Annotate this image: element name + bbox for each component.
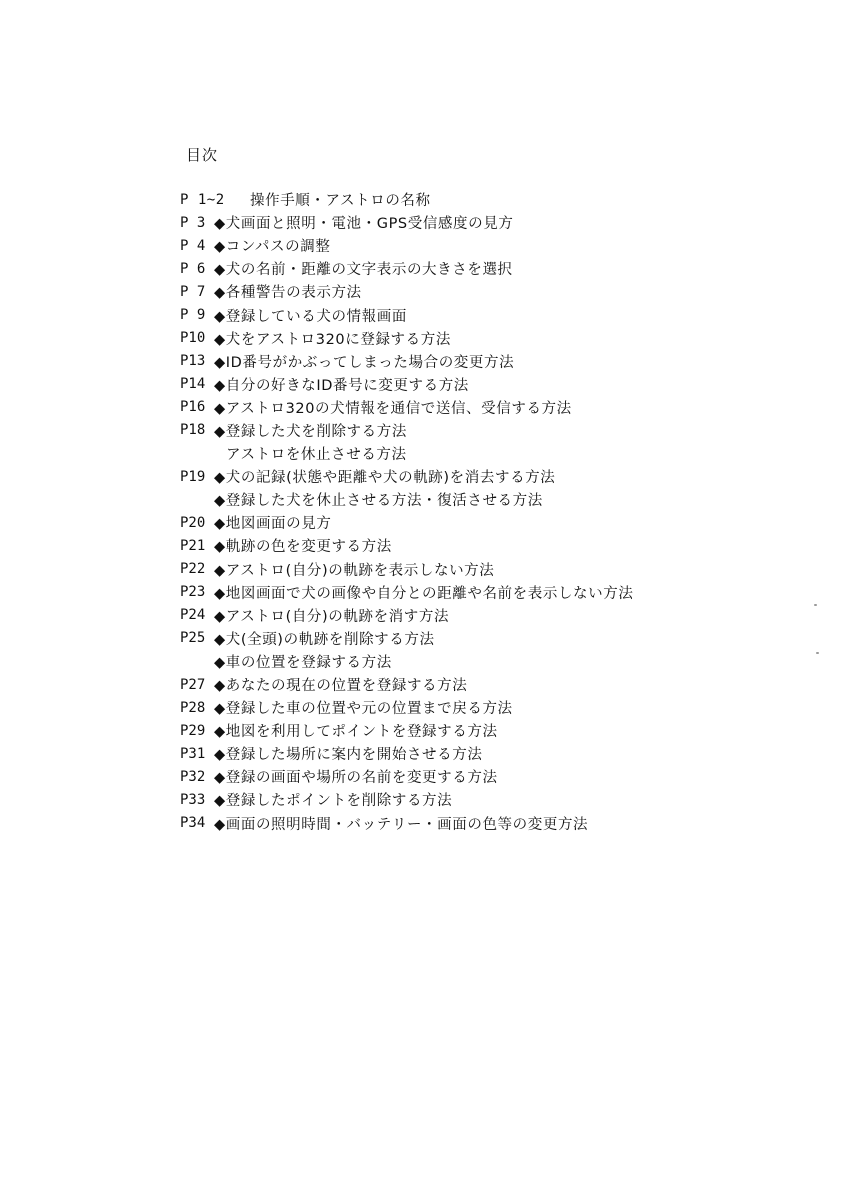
toc-page-ref: P21	[180, 537, 206, 554]
toc-row	[180, 765, 800, 788]
toc-row	[180, 812, 800, 835]
toc-entry-text: ◆犬をアストロ320に登録する方法	[214, 331, 451, 348]
toc-row	[180, 396, 800, 419]
toc-page-ref: P13	[180, 353, 206, 370]
toc-row	[180, 742, 800, 765]
toc-entry-text: ◆アストロ320の犬情報を通信で送信、受信する方法	[214, 400, 572, 417]
toc-entry-text: ◆画面の照明時間・バッテリー・画面の色等の変更方法	[214, 816, 589, 833]
toc-entry-text: ◆地図を利用してポイントを登録する方法	[214, 724, 498, 741]
toc-entry-text: ◆地図画面で犬の画像や自分との距離や名前を表示しない方法	[214, 585, 634, 602]
toc-row	[180, 234, 800, 257]
toc-row	[180, 673, 800, 696]
toc-row	[180, 350, 800, 373]
toc-row	[180, 303, 800, 326]
toc-page-ref: P 7	[180, 283, 206, 300]
toc-entry-text: ◆登録した場所に案内を開始させる方法	[214, 747, 483, 764]
toc-row	[180, 373, 800, 396]
toc-entry-text: ◆登録したポイントを削除する方法	[214, 793, 453, 810]
toc-row	[180, 465, 800, 488]
toc-page-ref: P24	[180, 607, 206, 624]
toc-entry-text: ◆犬(全頭)の軌跡を削除する方法	[214, 631, 435, 648]
toc-page-ref: P28	[180, 699, 206, 716]
toc-row	[180, 534, 800, 557]
toc-row	[180, 604, 800, 627]
toc-row	[180, 788, 800, 811]
toc-page-ref: P22	[180, 561, 206, 578]
toc-page-ref: P 4	[180, 237, 206, 254]
toc-entry-text: ◆登録している犬の情報画面	[214, 308, 407, 325]
toc-entry-text: ◆ID番号がかぶってしまった場合の変更方法	[214, 354, 515, 371]
toc-entry-text: ◆登録の画面や場所の名前を変更する方法	[214, 770, 498, 787]
toc-page-ref: P10	[180, 330, 206, 347]
toc-entry-text: ◆地図画面の見方	[214, 516, 332, 533]
toc-page-ref: P29	[180, 722, 206, 739]
toc-entry-text: アストロを休止させる方法	[226, 447, 407, 464]
toc-row	[180, 581, 800, 604]
toc-page-ref: P27	[180, 676, 206, 693]
toc-row	[180, 488, 800, 511]
toc-page-ref: P 1~2	[180, 191, 225, 208]
toc-row	[180, 188, 800, 211]
toc-page-ref: P19	[180, 468, 206, 485]
toc-entry-text: ◆コンパスの調整	[214, 239, 331, 256]
toc-page-ref: P25	[180, 630, 206, 647]
toc-row	[180, 558, 800, 581]
toc-entry-text: ◆アストロ(自分)の軌跡を消す方法	[214, 608, 450, 625]
toc-entry-text: ◆各種警告の表示方法	[214, 285, 362, 302]
toc-page-ref: P32	[180, 768, 206, 785]
toc-entry-text: 操作手順・アストロの名称	[250, 193, 431, 210]
toc-entry-text: ◆登録した犬を休止させる方法・復活させる方法	[214, 493, 543, 510]
toc-page-ref: P23	[180, 584, 206, 601]
toc-entry-text: ◆犬の名前・距離の文字表示の大きさを選択	[214, 262, 513, 279]
toc-entry-text: ◆犬の記録(状態や距離や犬の軌跡)を消去する方法	[214, 470, 556, 487]
scan-speck	[816, 652, 819, 654]
toc-row	[180, 511, 800, 534]
scan-speck	[814, 604, 817, 606]
toc-entry-text: ◆あなたの現在の位置を登録する方法	[214, 678, 468, 695]
toc-row	[180, 719, 800, 742]
toc-row	[180, 257, 800, 280]
toc-row	[180, 419, 800, 442]
table-of-contents	[180, 188, 800, 835]
toc-page-ref: P 3	[180, 214, 206, 231]
toc-page-ref: P14	[180, 376, 206, 393]
toc-page-ref: P31	[180, 745, 206, 762]
toc-entry-text: ◆登録した犬を削除する方法	[214, 423, 407, 440]
toc-row	[180, 327, 800, 350]
toc-page-ref: P 9	[180, 307, 206, 324]
toc-entry-text: ◆自分の好きなID番号に変更する方法	[214, 377, 469, 394]
toc-entry-text: ◆車の位置を登録する方法	[214, 654, 392, 671]
document-title: 目次	[186, 146, 219, 164]
toc-row	[180, 650, 800, 673]
toc-row	[180, 627, 800, 650]
toc-page-ref: P 6	[180, 260, 206, 277]
toc-page-ref: P20	[180, 514, 206, 531]
toc-page-ref: P34	[180, 815, 206, 832]
toc-page-ref: P33	[180, 791, 206, 808]
toc-entry-text: ◆登録した車の位置や元の位置まで戻る方法	[214, 701, 513, 718]
toc-entry-text: ◆犬画面と照明・電池・GPS受信感度の見方	[214, 216, 514, 233]
toc-row	[180, 442, 800, 465]
toc-row	[180, 696, 800, 719]
toc-page-ref: P16	[180, 399, 206, 416]
toc-entry-text: ◆軌跡の色を変更する方法	[214, 539, 392, 556]
toc-row	[180, 280, 800, 303]
toc-entry-text: ◆アストロ(自分)の軌跡を表示しない方法	[214, 562, 495, 579]
toc-page-ref: P18	[180, 422, 206, 439]
toc-row	[180, 211, 800, 234]
